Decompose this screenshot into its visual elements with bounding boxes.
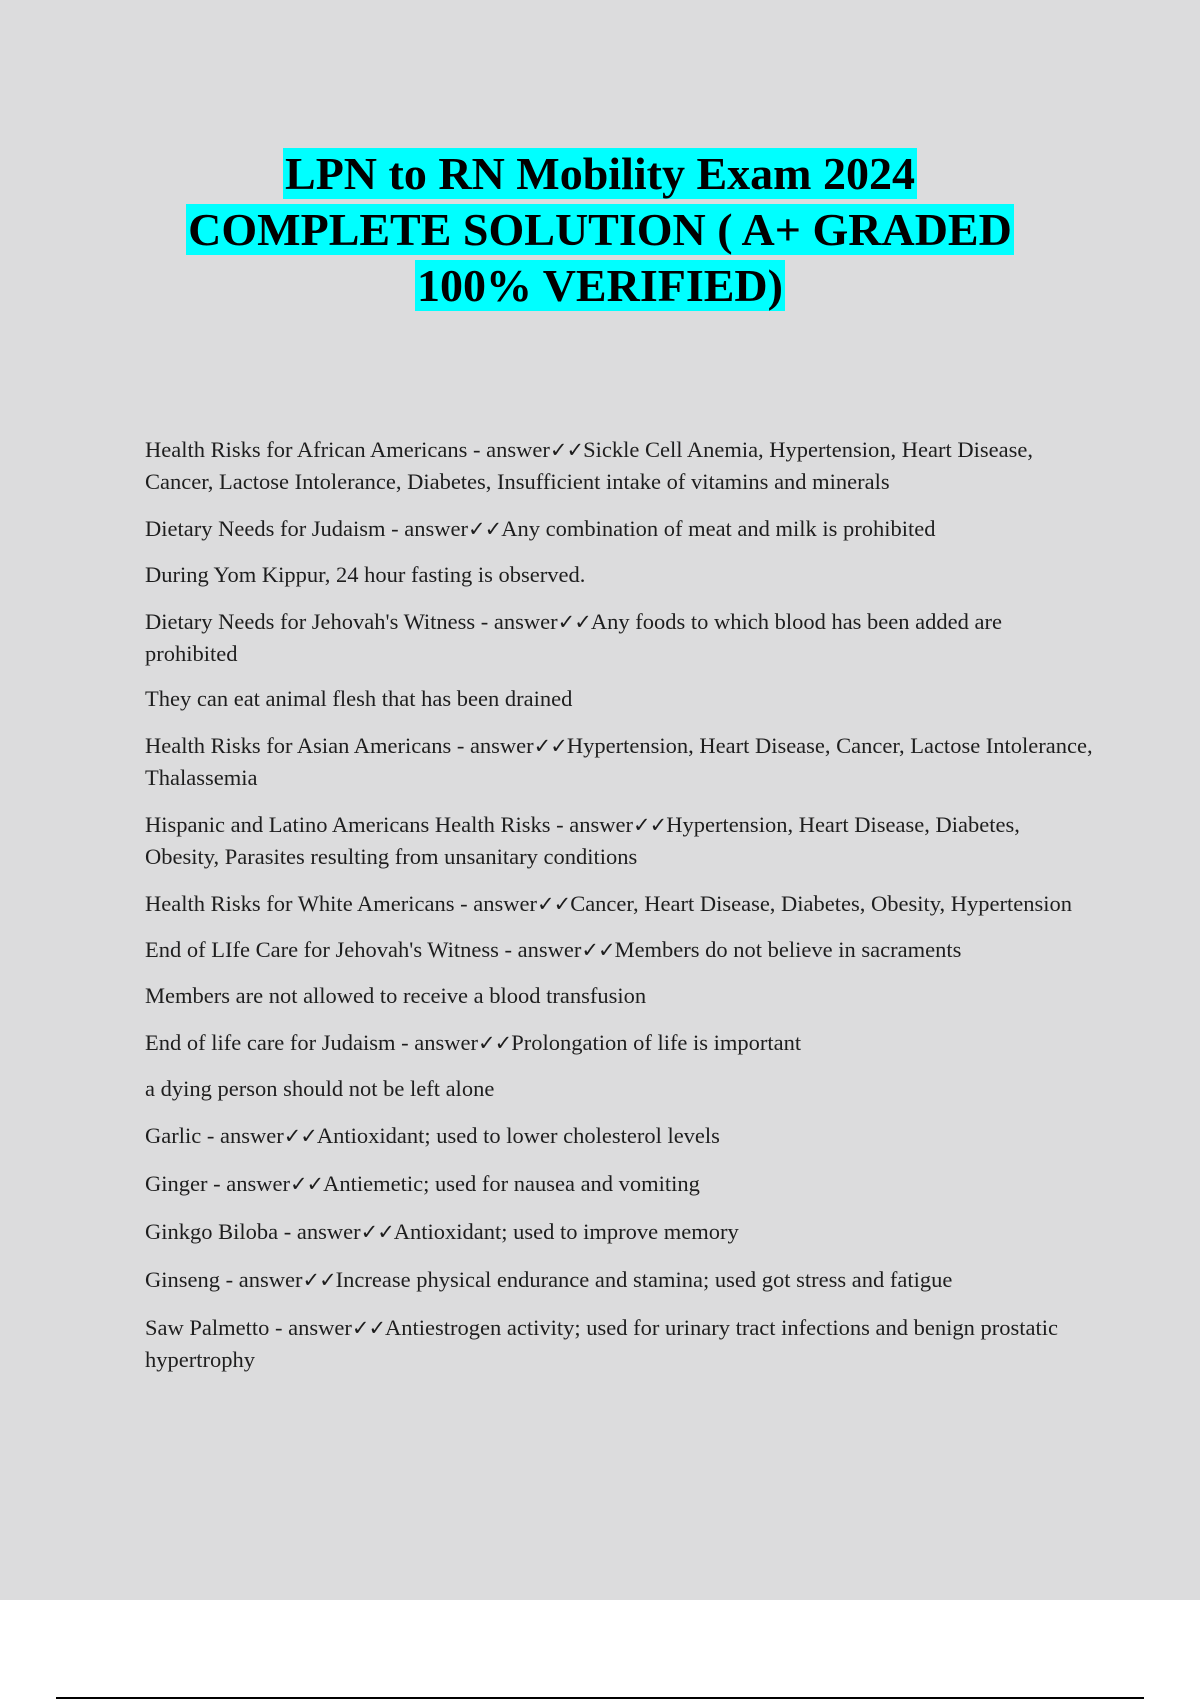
qa-term: Ginkgo Biloba - answer xyxy=(145,1219,361,1244)
qa-item xyxy=(145,1168,1095,1200)
qa-note xyxy=(145,980,1095,1011)
qa-term: Hispanic and Latino Americans Health Risks - answer xyxy=(145,812,634,837)
qa-item xyxy=(145,1264,1095,1296)
qa-item xyxy=(145,809,1095,872)
checkmark-icon: ✓✓ xyxy=(633,813,667,837)
qa-item xyxy=(145,606,1095,669)
footer-divider xyxy=(56,1697,1144,1699)
qa-answer: Any foods to which blood has been added are prohibited xyxy=(145,609,1002,666)
checkmark-icon: ✓✓ xyxy=(360,1220,394,1244)
title-line xyxy=(0,146,1200,202)
qa-term: Health Risks for African Americans - answer xyxy=(145,437,550,462)
checkmark-icon: ✓✓ xyxy=(478,1031,512,1055)
question-answer-list xyxy=(145,434,1095,1391)
checkmark-icon: ✓✓ xyxy=(302,1268,336,1292)
qa-note xyxy=(145,559,1095,590)
qa-term: Dietary Needs for Judaism - answer xyxy=(145,516,469,541)
qa-term: Saw Palmetto - answer xyxy=(145,1315,352,1340)
qa-item xyxy=(145,888,1095,920)
document-title xyxy=(0,146,1200,314)
qa-term: Ginger - answer xyxy=(145,1171,290,1196)
qa-answer: Antiestrogen activity; used for urinary tract infections and benign prostatic hypertrophy xyxy=(145,1315,1058,1372)
title-line xyxy=(0,202,1200,258)
qa-item xyxy=(145,434,1095,497)
title-line-text: 100% VERIFIED) xyxy=(417,260,783,311)
qa-note xyxy=(145,683,1095,714)
qa-note-text: Members are not allowed to receive a blood transfusion xyxy=(145,983,647,1008)
checkmark-icon: ✓✓ xyxy=(549,438,584,462)
qa-answer: Any combination of meat and milk is prohibited xyxy=(501,516,936,541)
qa-answer: Members do not believe in sacraments xyxy=(614,937,962,962)
qa-answer: Increase physical endurance and stamina; used got stress and fatigue xyxy=(335,1267,953,1292)
qa-term: Dietary Needs for Jehovah's Witness - answer xyxy=(145,609,558,634)
qa-term: End of life care for Judaism - answer xyxy=(145,1030,478,1055)
qa-answer: Prolongation of life is important xyxy=(511,1030,802,1055)
title-line xyxy=(0,258,1200,314)
qa-term: Ginseng - answer xyxy=(145,1267,303,1292)
qa-item xyxy=(145,1027,1095,1059)
checkmark-icon: ✓✓ xyxy=(289,1172,324,1196)
qa-note xyxy=(145,1073,1095,1104)
qa-item xyxy=(145,934,1095,966)
title-line-text: COMPLETE SOLUTION ( A+ GRADED xyxy=(188,204,1012,255)
title-line-text: LPN to RN Mobility Exam 2024 xyxy=(285,148,915,199)
qa-item xyxy=(145,730,1095,793)
qa-answer: Sickle Cell Anemia, Hypertension, Heart Disease, Cancer, Lactose Intolerance, Diabetes, Insufficient intake of vitamins and minerals xyxy=(145,437,1033,494)
qa-term: End of LIfe Care for Jehovah's Witness - answer xyxy=(145,937,582,962)
qa-term: Health Risks for Asian Americans - answer xyxy=(145,733,534,758)
qa-answer: Hypertension, Heart Disease, Diabetes, Obesity, Parasites resulting from unsanitary conditions xyxy=(145,812,1020,869)
checkmark-icon: ✓✓ xyxy=(557,610,591,634)
qa-note-text: They can eat animal flesh that has been drained xyxy=(145,686,573,711)
qa-answer: Antioxidant; used to improve memory xyxy=(393,1219,739,1244)
checkmark-icon: ✓✓ xyxy=(533,734,567,758)
qa-note-text: a dying person should not be left alone xyxy=(145,1076,495,1101)
qa-term: Health Risks for White Americans - answer xyxy=(145,891,537,916)
qa-answer: Hypertension, Heart Disease, Cancer, Lactose Intolerance, Thalassemia xyxy=(145,733,1093,790)
checkmark-icon: ✓✓ xyxy=(536,892,571,916)
qa-item xyxy=(145,1120,1095,1152)
qa-answer: Antiemetic; used for nausea and vomiting xyxy=(323,1171,700,1196)
qa-item xyxy=(145,1312,1095,1375)
qa-note-text: During Yom Kippur, 24 hour fasting is observed. xyxy=(145,562,586,587)
qa-answer: Cancer, Heart Disease, Diabetes, Obesity, Hypertension xyxy=(570,891,1073,916)
qa-item xyxy=(145,513,1095,545)
checkmark-icon: ✓✓ xyxy=(283,1124,317,1148)
qa-term: Garlic - answer xyxy=(145,1123,284,1148)
qa-answer: Antioxidant; used to lower cholesterol levels xyxy=(316,1123,720,1148)
checkmark-icon: ✓✓ xyxy=(581,938,615,962)
qa-item xyxy=(145,1216,1095,1248)
checkmark-icon: ✓✓ xyxy=(351,1316,386,1340)
checkmark-icon: ✓✓ xyxy=(468,517,502,541)
